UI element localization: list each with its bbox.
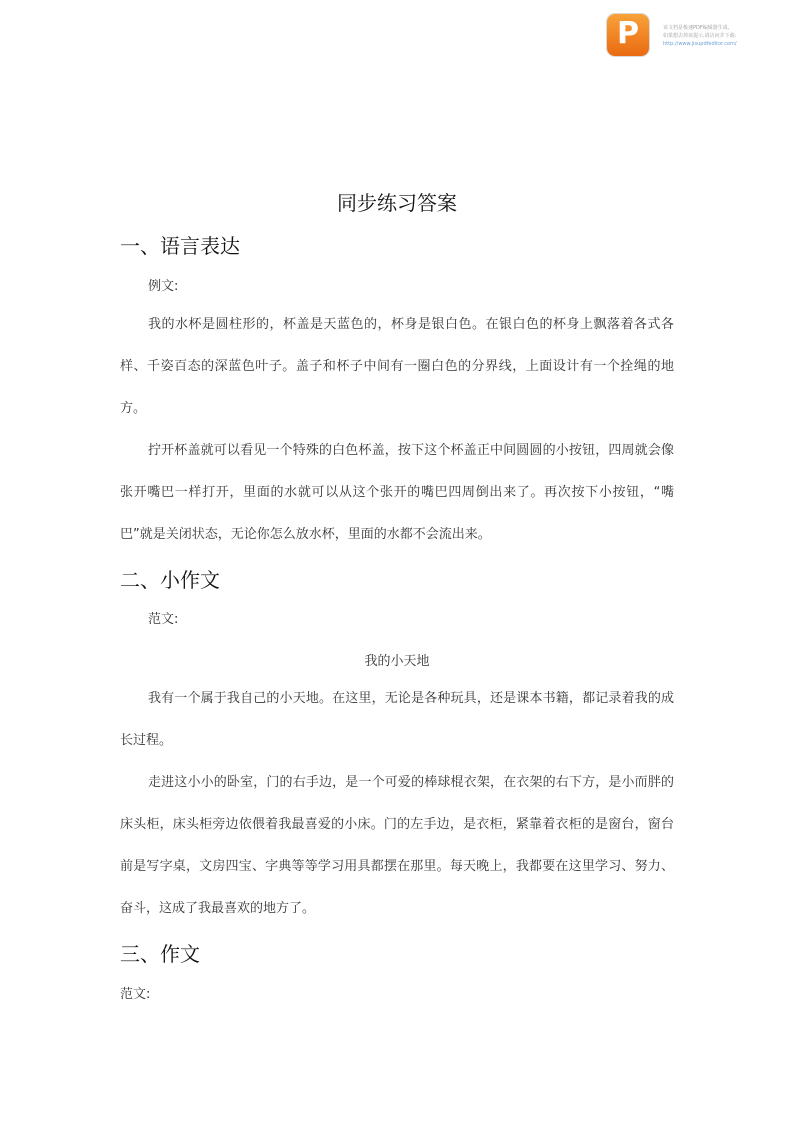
section-2-paragraph-1: 我有一个属于我自己的小天地。在这里，无论是各种玩具，还是课本书籍，都记录着我的成长过程。 (120, 691, 674, 748)
section-2-label: 范文: (148, 612, 179, 627)
essay-title: 我的小天地 (364, 654, 430, 669)
logo-p-icon: P (617, 16, 639, 51)
section-1-label: 例文: (148, 279, 179, 294)
watermark-notice (663, 24, 789, 48)
section-3-label: 范文: (120, 987, 151, 1002)
section-1-paragraph-2: 拧开杯盖就可以看见一个特殊的白色杯盖，按下这个杯盖正中间圆圆的小按钮，四周就会像张开嘴巴一样打开，里面的水就可以从这个张开的嘴巴四周倒出来了。再次按下小按钮，“嘴巴”就是关闭状态，无论你怎么放水杯，里面的水都不会流出来。 (120, 443, 674, 542)
section-2-paragraph-2: 走进这小小的卧室，门的右手边，是一个可爱的棒球棍衣架，在衣架的右下方，是小而胖的床头柜，床头柜旁边依偎着我最喜爱的小床。门的左手边，是衣柜，紧靠着衣柜的是窗台，窗台前是写字桌，文房四宝、字典等等学习用具都摆在那里。每天晚上，我都要在这里学习、努力、奋斗，这成了我最喜欢的地方了。 (120, 775, 674, 916)
document-title: 同步练习答案 (337, 191, 457, 215)
watermark-line-2: 如果想去掉该提示,请访问并下载: (663, 33, 737, 39)
section-1-paragraph-1: 我的水杯是圆柱形的，杯盖是天蓝色的，杯身是银白色。在银白色的杯身上飘落着各式各样、千姿百态的深蓝色叶子。盖子和杯子中间有一圈白色的分界线，上面设计有一个拴绳的地方。 (120, 317, 674, 416)
pdf-editor-logo (607, 14, 649, 56)
watermark-url[interactable]: http://www.jisupdfeditor.com/ (663, 41, 737, 47)
section-2-heading: 二、小作文 (120, 568, 220, 592)
watermark-line-1: 该文档是极速PDF编辑器生成, (663, 25, 730, 31)
section-3-heading: 三、作文 (120, 942, 200, 966)
section-1-heading: 一、语言表达 (120, 234, 240, 258)
